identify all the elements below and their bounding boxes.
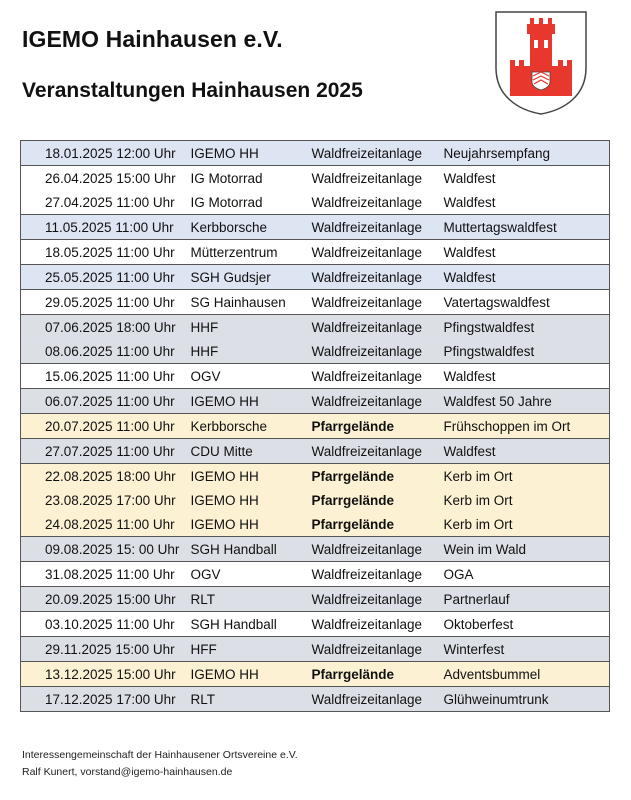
table-row xyxy=(21,265,610,290)
event-location: Waldfreizeitanlage xyxy=(312,537,444,562)
event-location: Waldfreizeitanlage xyxy=(312,587,444,612)
event-location: Waldfreizeitanlage xyxy=(312,439,444,464)
event-name: Neujahrsempfang xyxy=(444,141,610,166)
event-date: 20.07.2025 11:00 Uhr xyxy=(21,414,191,439)
event-location: Waldfreizeitanlage xyxy=(312,687,444,712)
event-name: Adventsbummel xyxy=(444,662,610,687)
event-name: Waldfest xyxy=(444,439,610,464)
event-name: Waldfest xyxy=(444,166,610,191)
event-location: Waldfreizeitanlage xyxy=(312,562,444,587)
event-name: Oktoberfest xyxy=(444,612,610,637)
event-organizer: CDU Mitte xyxy=(191,439,312,464)
table-row xyxy=(21,464,610,489)
event-location: Waldfreizeitanlage xyxy=(312,290,444,315)
table-row xyxy=(21,562,610,587)
event-location: Waldfreizeitanlage xyxy=(312,215,444,240)
event-location: Waldfreizeitanlage xyxy=(312,190,444,215)
table-row xyxy=(21,389,610,414)
table-row xyxy=(21,190,610,215)
event-organizer: IGEMO HH xyxy=(191,662,312,687)
page-title: IGEMO Hainhausen e.V. xyxy=(22,26,283,52)
event-name: Muttertagswaldfest xyxy=(444,215,610,240)
event-date: 18.05.2025 11:00 Uhr xyxy=(21,240,191,265)
event-name: Waldfest xyxy=(444,190,610,215)
event-name: Kerb im Ort xyxy=(444,464,610,489)
event-organizer: OGV xyxy=(191,562,312,587)
event-date: 09.08.2025 15: 00 Uhr xyxy=(21,537,191,562)
event-organizer: HHF xyxy=(191,315,312,340)
event-location: Pfarrgelände xyxy=(312,512,444,537)
event-location: Waldfreizeitanlage xyxy=(312,315,444,340)
event-organizer: HHF xyxy=(191,339,312,364)
event-organizer: RLT xyxy=(191,587,312,612)
table-row xyxy=(21,166,610,191)
event-organizer: SGH Handball xyxy=(191,612,312,637)
event-location: Pfarrgelände xyxy=(311,492,395,508)
event-organizer: IGEMO HH xyxy=(190,492,259,508)
event-name: Waldfest 50 Jahre xyxy=(444,389,610,414)
event-date: 22.08.2025 18:00 Uhr xyxy=(21,464,191,489)
table-row xyxy=(21,537,610,562)
event-date: 27.07.2025 11:00 Uhr xyxy=(21,439,191,464)
event-date: 07.06.2025 18:00 Uhr xyxy=(21,315,191,340)
event-name: Kerb im Ort xyxy=(444,512,610,537)
table-row xyxy=(21,439,610,464)
event-name: OGA xyxy=(444,562,610,587)
event-location: Waldfreizeitanlage xyxy=(312,240,444,265)
event-organizer: SG Hainhausen xyxy=(191,290,312,315)
event-location: Waldfreizeitanlage xyxy=(312,141,444,166)
table-row xyxy=(21,512,610,537)
event-date: 25.05.2025 11:00 Uhr xyxy=(21,265,191,290)
event-date: 17.12.2025 17:00 Uhr xyxy=(21,687,191,712)
coat-of-arms-icon xyxy=(494,10,588,116)
event-date: 20.09.2025 15:00 Uhr xyxy=(21,587,191,612)
event-date: 06.07.2025 11:00 Uhr xyxy=(21,389,191,414)
event-name: Pfingstwaldfest xyxy=(444,339,610,364)
event-name: Waldfest xyxy=(444,240,610,265)
event-name: Pfingstwaldfest xyxy=(444,315,610,340)
event-date: 08.06.2025 11:00 Uhr xyxy=(21,339,191,364)
event-organizer: IGEMO HH xyxy=(191,464,312,489)
event-name: Winterfest xyxy=(444,637,610,662)
event-organizer: RLT xyxy=(191,687,312,712)
table-row xyxy=(21,240,610,265)
event-organizer: Mütterzentrum xyxy=(191,240,312,265)
table-row xyxy=(21,587,610,612)
event-name: Frühschoppen im Ort xyxy=(444,414,610,439)
event-name: Glühweinumtrunk xyxy=(444,687,610,712)
table-row xyxy=(21,637,610,662)
event-location: Waldfreizeitanlage xyxy=(312,339,444,364)
event-date: 15.06.2025 11:00 Uhr xyxy=(21,364,191,389)
table-row xyxy=(21,290,610,315)
event-date: 29.11.2025 15:00 Uhr xyxy=(21,637,191,662)
table-row xyxy=(21,662,610,687)
table-row xyxy=(21,364,610,389)
event-date: 11.05.2025 11:00 Uhr xyxy=(21,215,191,240)
table-row xyxy=(21,215,610,240)
event-name: Vatertagswaldfest xyxy=(444,290,610,315)
event-date: 31.08.2025 11:00 Uhr xyxy=(21,562,191,587)
events-table xyxy=(20,140,610,712)
event-organizer: HFF xyxy=(191,637,312,662)
event-date: 13.12.2025 15:00 Uhr xyxy=(21,662,191,687)
event-location: Pfarrgelände xyxy=(312,464,444,489)
event-organizer: Kerbborsche xyxy=(191,414,312,439)
event-location: Waldfreizeitanlage xyxy=(312,265,444,290)
event-location: Waldfreizeitanlage xyxy=(312,637,444,662)
table-row xyxy=(21,414,610,439)
event-location: Pfarrgelände xyxy=(312,414,444,439)
event-organizer: IG Motorrad xyxy=(191,190,312,215)
event-location: Pfarrgelände xyxy=(312,662,444,687)
event-location: Waldfreizeitanlage xyxy=(312,364,444,389)
table-row xyxy=(21,339,610,364)
table-row xyxy=(21,315,610,340)
event-organizer: IGEMO HH xyxy=(191,141,312,166)
event-organizer: IGEMO HH xyxy=(191,512,312,537)
footer-contact: Ralf Kunert, vorstand@igemo-hainhausen.de xyxy=(22,766,233,778)
event-date: 03.10.2025 11:00 Uhr xyxy=(21,612,191,637)
event-name: Partnerlauf xyxy=(444,587,610,612)
table-row xyxy=(21,141,610,166)
event-name: Waldfest xyxy=(444,364,610,389)
table-row xyxy=(21,612,610,637)
event-name: Wein im Wald xyxy=(444,537,610,562)
event-location: Waldfreizeitanlage xyxy=(312,166,444,191)
footer-organization: Interessengemeinschaft der Hainhausener Ortsvereine e.V. xyxy=(22,749,298,761)
event-location: Waldfreizeitanlage xyxy=(312,389,444,414)
event-organizer: IG Motorrad xyxy=(191,166,312,191)
event-name: Waldfest xyxy=(444,265,610,290)
event-date: 26.04.2025 15:00 Uhr xyxy=(21,166,191,191)
event-location: Waldfreizeitanlage xyxy=(312,612,444,637)
event-date: 27.04.2025 11:00 Uhr xyxy=(21,190,191,215)
event-organizer: SGH Handball xyxy=(191,537,312,562)
event-date: 18.01.2025 12:00 Uhr xyxy=(21,141,191,166)
event-organizer: IGEMO HH xyxy=(191,389,312,414)
event-organizer: SGH Gudsjer xyxy=(191,265,312,290)
table-row xyxy=(21,687,610,712)
event-date: 29.05.2025 11:00 Uhr xyxy=(21,290,191,315)
page-subtitle: Veranstaltungen Hainhausen 2025 xyxy=(22,79,363,102)
event-date: 24.08.2025 11:00 Uhr xyxy=(21,512,191,537)
event-date: 23.08.2025 17:00 Uhr xyxy=(21,488,191,512)
event-organizer: Kerbborsche xyxy=(191,215,312,240)
event-name: Kerb im Ort xyxy=(444,488,610,512)
table-row xyxy=(21,488,610,512)
event-organizer: OGV xyxy=(191,364,312,389)
